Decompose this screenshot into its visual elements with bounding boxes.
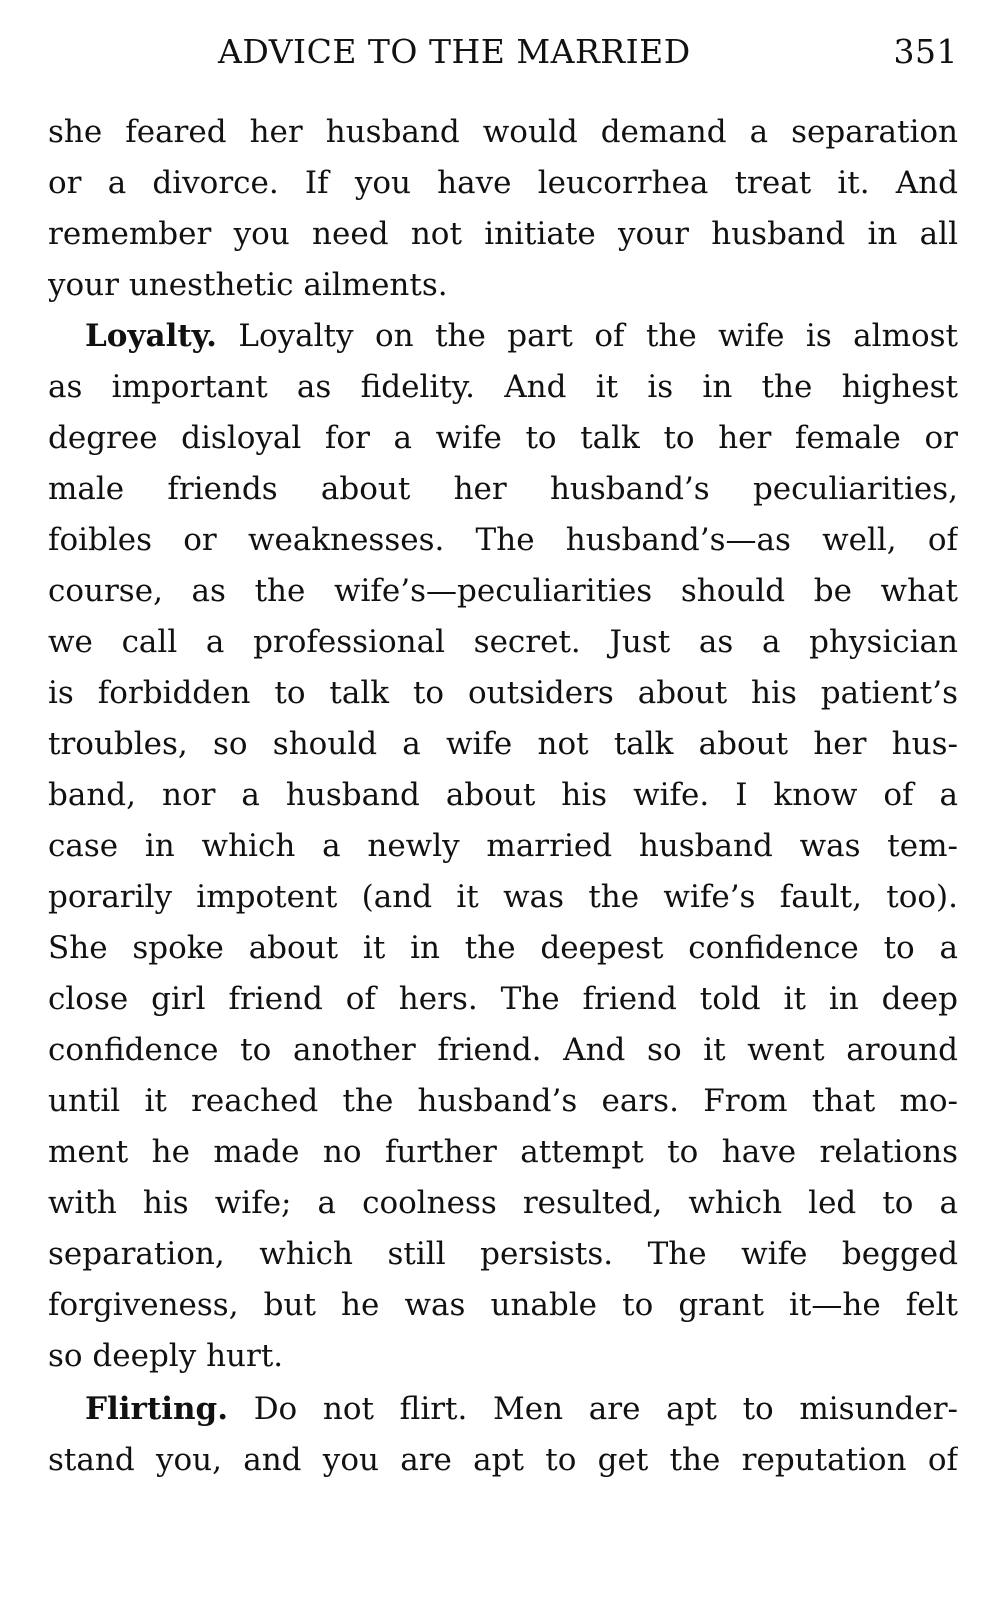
text-line: case in which a newly married husband was tem- (48, 828, 958, 864)
text-line: we call a professional secret. Just as a physician (48, 624, 958, 660)
text-line: male friends about her husband’s peculiarities, (48, 471, 958, 507)
text-line: She spoke about it in the deepest confidence to a (48, 930, 958, 966)
text-line: stand you, and you are apt to get the reputation of (48, 1442, 958, 1478)
text-line: troubles, so should a wife not talk about her hus- (48, 726, 958, 762)
text-line: close girl friend of hers. The friend told it in deep (48, 981, 958, 1017)
text-line-rest: Loyalty on the part of the wife is almost (238, 318, 958, 354)
paragraph-first-line (85, 316, 958, 360)
paragraph-first-line (85, 1389, 958, 1433)
text-line: separation, which still persists. The wife begged (48, 1236, 958, 1272)
text-line: so deeply hurt. (48, 1338, 284, 1374)
text-line: with his wife; a coolness resulted, which led to a (48, 1185, 958, 1221)
text-line: is forbidden to talk to outsiders about his patient’s (48, 675, 958, 711)
text-line-rest: Do not flirt. Men are apt to misunder- (253, 1391, 958, 1427)
text-line: band, nor a husband about his wife. I know of a (48, 777, 958, 813)
running-head (48, 32, 958, 82)
text-line: she feared her husband would demand a separation (48, 114, 958, 150)
text-line: remember you need not initiate your husband in all (48, 216, 958, 252)
section-heading-flirting: Flirting. (85, 1391, 228, 1427)
section-heading-loyalty: Loyalty. (85, 318, 217, 354)
text-line: confidence to another friend. And so it went around (48, 1032, 958, 1068)
text-line: ment he made no further attempt to have relations (48, 1134, 958, 1170)
text-line: forgiveness, but he was unable to grant it—he felt (48, 1287, 958, 1323)
running-title: ADVICE TO THE MARRIED (218, 32, 691, 71)
text-line: degree disloyal for a wife to talk to her female or (48, 420, 958, 456)
text-line: foibles or weaknesses. The husband’s—as well, of (48, 522, 958, 558)
text-line: or a divorce. If you have leucorrhea treat it. And (48, 165, 958, 201)
text-line: as important as fidelity. And it is in the highest (48, 369, 958, 405)
text-line: until it reached the husband’s ears. From that mo- (48, 1083, 958, 1119)
text-line: course, as the wife’s—peculiarities should be what (48, 573, 958, 609)
page-number: 351 (893, 32, 958, 71)
text-line: your unesthetic ailments. (48, 267, 448, 303)
text-line: porarily impotent (and it was the wife’s fault, too). (48, 879, 958, 915)
